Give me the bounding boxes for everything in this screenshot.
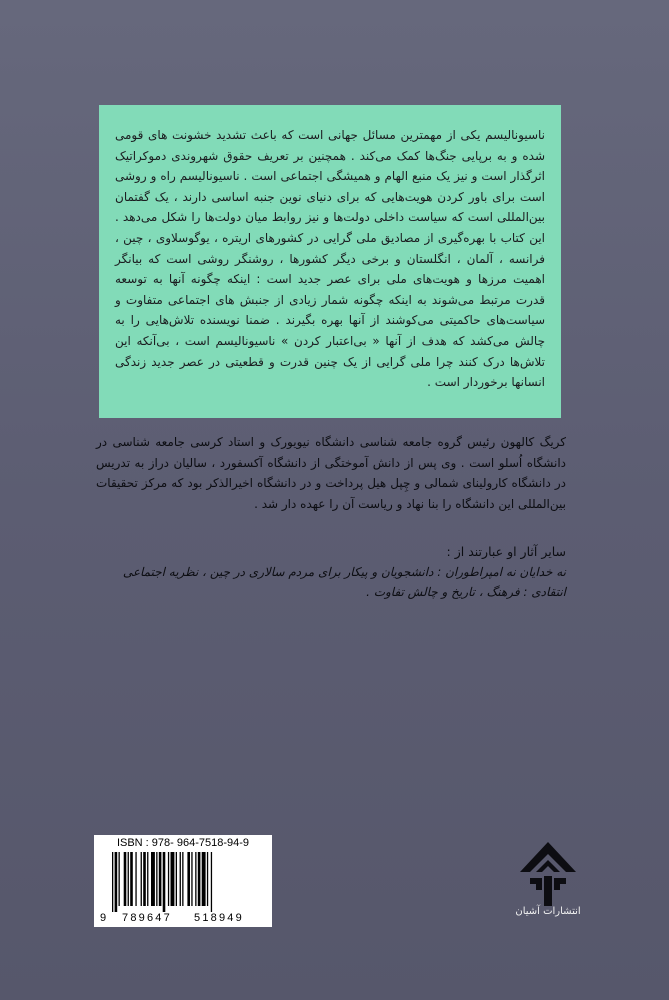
barcode-digits-right: 518949 xyxy=(194,912,244,924)
barcode xyxy=(108,852,264,912)
barcode-bar xyxy=(198,852,201,906)
barcode-bar xyxy=(195,852,196,906)
barcode-bar xyxy=(202,852,206,906)
description-text: ناسیونالیسم یکی از مهمترین مسائل جهانی است که باعث تشدید خشونت های قومی شده و به برپایی جنگ‌ها کمک می‌کند . همچنین بر تعریف حقوق شهروندی دموکراتیک اثرگذار است و نیز یک منبع الهام و همیشگی اجتماعی است . ناسیونالیسم راه و روشی است برای باور کردن هویت‌هایی که برای دنیای نوین جنبه اساسی دارند ، یک گفتمان بین‌المللی است که سیاست داخلی دولت‌ها و نیز روابط میان دولت‌ها را شکل می‌دهد . این کتاب با بهره‌گیری از مصادیق ملی گرایی در کشورهای اریتره ، یوگوسلاوی ، چین ، فرانسه ، آلمان ، انگلستان و برخی دیگر کشورها ، روشنگر روشی است که بیانگر اهمیت مرزها و هویت‌های ملی برای عصر جدید است : اینکه چگونه آنها به توسعه قدرت مرتبط می‌شوند به اینکه چگونه شمار زیادی از جنبش های اجتماعی متفاوت و سیاست‌های حاکمیتی می‌کوشند از آنها بهره بگیرند . ضمنا نویسنده تلاش‌هایی را به چالش می‌کشد که هدف از آنها « بی‌اعتبار کردن » ناسیونالیسم است ، بی‌آنکه این تلاش‌ها درک کنند چرا ملی گرایی از یک چنین قدرت و قطعیتی در عصر جدید زندگی انسانها برخوردار است . xyxy=(115,128,545,390)
other-works-heading: سایر آثار او عبارتند از : xyxy=(446,544,566,559)
isbn-number: ISBN : 978- 964-7518-94-9 xyxy=(116,837,250,849)
barcode-bar xyxy=(182,852,183,906)
other-works xyxy=(96,542,566,602)
barcode-bar xyxy=(119,852,120,906)
barcode-bar xyxy=(159,852,162,906)
barcode-bar xyxy=(211,852,212,912)
barcode-bar xyxy=(171,852,175,906)
other-works-list: نه خدایان نه امپراطوران : دانشجویان و پیکار برای مردم سالاری در چین ، نظریه اجتماعی انتقادی : فرهنگ ، تاریخ و چالش تفاوت . xyxy=(122,565,566,599)
barcode-bar xyxy=(151,852,155,906)
description-panel xyxy=(99,105,561,418)
barcode-bar xyxy=(147,852,148,906)
author-bio: کریگ کالهون رئیس گروه جامعه شناسی دانشگاه نیویورک و استاد کرسی جامعه شناسی در دانشگاه اُسلو است . وی پس از دانش آموختگی از دانشگاه آکسفورد ، سالیان دراز به تدریس در دانشگاه کارولینای شمالی و چِپل هیل پرداخت و در دانشگاه اخیرالذکر بود که مرکز تحقیقات بین‌المللی این دانشگاه را بنا نهاد و ریاست آن را عهده دار شد . xyxy=(96,435,566,511)
barcode-bar xyxy=(187,852,190,906)
barcode-bar xyxy=(112,852,113,912)
isbn-barcode-label xyxy=(94,835,272,927)
barcode-bar xyxy=(135,852,136,906)
barcode-bar xyxy=(156,852,157,906)
barcode-bar xyxy=(143,852,146,906)
publisher-name: انتشارات آشیان xyxy=(515,906,581,917)
barcode-bar xyxy=(191,852,192,906)
barcode-bar xyxy=(141,852,142,906)
barcode-bar xyxy=(115,852,118,912)
barcode-bar xyxy=(180,852,181,906)
barcode-bar xyxy=(128,852,129,906)
barcode-bar xyxy=(163,852,166,912)
barcode-digit-first: 9 xyxy=(100,912,107,924)
barcode-bar xyxy=(130,852,133,906)
barcode-digits-left: 789647 xyxy=(122,912,172,924)
barcode-bar xyxy=(168,852,169,906)
barcode-bar xyxy=(176,852,177,906)
barcode-bar xyxy=(124,852,127,906)
barcode-bar xyxy=(207,852,208,906)
